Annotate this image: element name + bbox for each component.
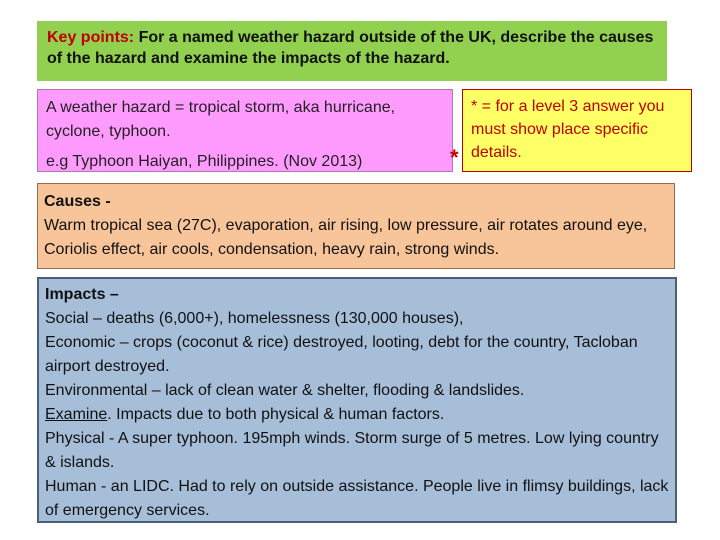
key-points-text: For a named weather hazard outside of the UK, describe the causes of the hazard and examine the impacts of the hazard. xyxy=(47,29,654,67)
impacts-social: Social – deaths (6,000+), homelessness (130,000 houses), xyxy=(45,310,464,327)
impacts-heading: Impacts – xyxy=(45,286,119,303)
star-marker: * xyxy=(450,145,459,170)
impacts-box xyxy=(37,277,677,523)
impacts-human: Human - an LIDC. Had to rely on outside assistance. People live in flimsy buildings, lack of emergency services. xyxy=(45,478,669,519)
examine-text: . Impacts due to both physical & human factors. xyxy=(107,406,445,423)
definition-text: A weather hazard = tropical storm, aka hurricane, cyclone, typhoon. xyxy=(46,99,396,140)
definition-box xyxy=(37,89,459,172)
examine-label: Examine xyxy=(45,406,108,423)
causes-heading: Causes - xyxy=(44,193,111,210)
causes-text: Warm tropical sea (27C), evaporation, air rising, low pressure, air rotates around eye, Coriolis effect, air cools, condensation, heavy rain, strong winds. xyxy=(44,217,648,258)
impacts-environmental: Environmental – lack of clean water & shelter, flooding & landslides. xyxy=(45,382,525,399)
key-points-label: Key points: xyxy=(47,29,135,46)
impacts-economic: Economic – crops (coconut & rice) destroyed, looting, debt for the country, Tacloban airport destroyed. xyxy=(45,334,638,375)
level-note-box xyxy=(462,89,692,172)
causes-box xyxy=(37,183,675,269)
impacts-physical: Physical - A super typhoon. 195mph winds. Storm surge of 5 metres. Low lying country & islands. xyxy=(45,430,659,471)
level-note-text: * = for a level 3 answer you must show place specific details. xyxy=(471,98,665,161)
key-points-box xyxy=(37,21,667,81)
impacts-examine-line xyxy=(45,403,669,427)
example-text: e.g Typhoon Haiyan, Philippines. (Nov 2013) xyxy=(46,153,363,170)
